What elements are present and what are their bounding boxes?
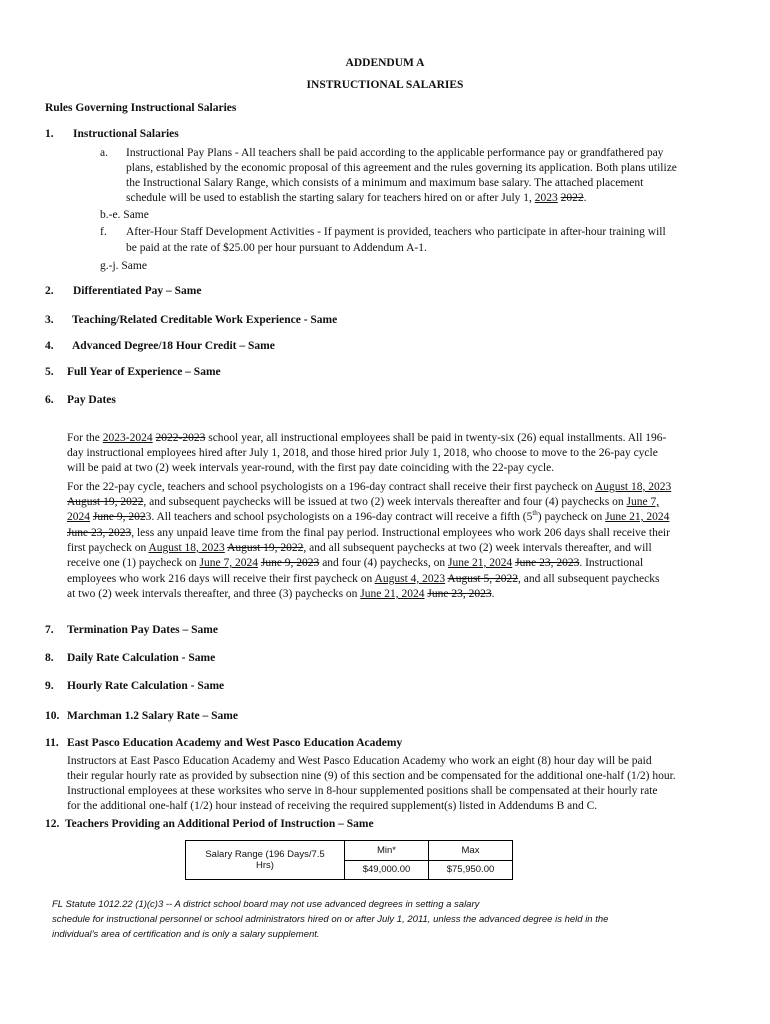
text: . Instructional [579,557,644,569]
pay-dates-p2-line-1 [67,480,671,494]
section-2-number: 2. [45,285,54,297]
text: , and all subsequent paychecks at two (2) week intervals thereafter, and will [303,542,652,554]
pay-dates-p2-line-4 [67,526,670,540]
pay-dates-p2-line-2 [67,495,659,509]
new-date: June 21, 2024 [605,511,670,523]
salary-range-label-line-2: Hrs) [256,860,274,871]
text: 3. All teachers and school psychologists on a 196-day contract will receive a fifth (5 [145,511,533,523]
section-11-line-3: Instructional employees at these worksites who serve in 8-hour supplemented positions shall be compensated at their hourly rate [67,785,658,797]
section-8-title: Daily Rate Calculation - Same [67,652,216,664]
text: first paycheck on [67,542,147,554]
footnote-line-3: individual’s area of certification and is only a salary supplement. [52,929,320,940]
section-11-line-2: their regular hourly rate as provided by subsection nine (9) of this section and be compensated for the additional one-half (1/2) hour. [67,770,676,782]
item-b-e: b.-e. Same [100,209,149,221]
text: For the [67,432,100,444]
section-9-number: 9. [45,680,54,692]
section-5-number: 5. [45,366,54,378]
text: , and subsequent paychecks will be issued at two (2) week intervals thereafter and four (4) paychecks on [143,496,624,508]
footnote-line-1: FL Statute 1012.22 (1)(c)3 -- A district school board may not use advanced degrees in setting a salary [52,899,480,910]
section-12-title: Teachers Providing an Additional Period of Instruction – Same [65,818,374,830]
section-12-number: 12. [45,818,60,830]
text: . [491,588,495,600]
section-4-title: Advanced Degree/18 Hour Credit – Same [72,340,275,352]
section-1-number: 1. [45,128,54,140]
text: at two (2) week intervals thereafter, and three (3) paychecks on [67,588,358,600]
text: employees who work 216 days will receive their first paycheck on [67,573,373,585]
section-7-title: Termination Pay Dates – Same [67,624,218,636]
pay-dates-p2-line-3 [67,510,669,524]
item-a-line-4-text: schedule will be used to establish the starting salary for teachers hired on or after July 1, [126,192,532,204]
pay-dates-p2-line-6 [67,556,643,570]
addendum-title: ADDENDUM A [345,57,425,69]
text: school year, all instructional employees shall be paid in twenty-six (26) equal installments. All 196- [208,432,667,444]
footnote-line-2: schedule for instructional personnel or school administrators hired on or after July 1, 2011, unless the advanced degree is held in the [52,914,609,925]
new-date: August 18, 2023 [148,542,225,554]
item-g-j: g.-j. Same [100,260,147,272]
section-11-line-1: Instructors at East Pasco Education Academy and West Pasco Education Academy who work an eight (8) hour day will be paid [67,755,652,767]
old-date: June 23, 2023 [427,588,492,600]
min-header: Min* [345,841,429,861]
section-11-title: East Pasco Education Academy and West Pasco Education Academy [67,737,403,749]
max-header: Max [429,841,513,861]
old-date: June 23, 2023 [67,527,132,539]
superscript: th [532,509,538,518]
section-11-line-4: for the additional one-half (1/2) hour instead of receiving the required supplement(s) listed in Addendums B and C. [67,800,598,812]
old-date: August 19, 2022 [227,542,304,554]
pay-dates-p2-line-8 [67,587,494,601]
salary-range-label-line-1: Salary Range (196 Days/7.5 [205,849,325,860]
pay-dates-p1-line-3: will be paid at two (2) week intervals year-round, with the first pay date coinciding with the 22-pay cycle. [67,462,555,474]
section-6-number: 6. [45,394,54,406]
salary-range-table [185,840,513,880]
pay-dates-p1-line-2: day instructional employees hired after July 1, 2018, and those hired prior July 1, 2018, who choose to move to the 26-pay cycle [67,447,658,459]
text: , less any unpaid leave time from the final pay period. Instructional employees who work 206 days shall receive their [131,527,670,539]
new-date: August 4, 2023 [374,573,446,585]
new-date: August 18, 2023 [594,481,672,493]
section-10-title: Marchman 1.2 Salary Rate – Same [67,710,238,722]
rules-heading: Rules Governing Instructional Salaries [45,102,237,114]
salary-range-label-cell [186,841,345,880]
item-f-label: f. [100,226,107,238]
addendum-subtitle: INSTRUCTIONAL SALARIES [306,79,464,91]
new-date: June 21, 2024 [360,588,425,600]
new-school-year: 2023-2024 [102,432,153,444]
max-value: $75,950.00 [429,860,513,880]
section-8-number: 8. [45,652,54,664]
item-f-line-2: be paid at the rate of $25.00 per hour pursuant to Addendum A-1. [126,242,427,254]
old-date: August 5, 2022 [447,573,519,585]
new-date: 2024 [67,511,90,523]
new-date: June 7, [626,496,660,508]
item-a-line-1: Instructional Pay Plans - All teachers shall be paid according to the applicable performance pay or grandfathered pay [126,147,664,159]
section-3-title: Teaching/Related Creditable Work Experience - Same [72,314,338,326]
pay-dates-p2-line-5 [67,541,652,555]
section-2-title: Differentiated Pay – Same [73,285,202,297]
old-date: June 9, 202 [92,511,146,523]
min-value: $49,000.00 [345,860,429,880]
section-1-title: Instructional Salaries [73,128,179,140]
section-11-number: 11. [45,737,59,749]
item-a-label: a. [100,147,108,159]
item-f-line-1: After-Hour Staff Development Activities - If payment is provided, teachers who participate in after-hour training will [126,226,666,238]
item-a-line-4 [126,191,587,205]
pay-dates-p2-line-7 [67,572,660,586]
section-9-title: Hourly Rate Calculation - Same [67,680,225,692]
section-4-number: 4. [45,340,54,352]
section-10-number: 10. [45,710,60,722]
old-date: August 19, 2022 [67,496,144,508]
text: For the 22-pay cycle, teachers and school psychologists on a 196-day contract shall receive their first paycheck on [67,481,593,493]
old-date: June 9, 2023 [260,557,320,569]
item-a-old-year: 2022 [560,192,584,204]
old-school-year: 2022-2023 [155,432,206,444]
item-a-line-3: the Instructional Salary Range, which consists of a minimum and maximum base salary. The attached placement [126,177,644,189]
text: ) paycheck on [537,511,603,523]
new-date: June 7, 2024 [199,557,258,569]
item-a-period: . [583,192,587,204]
section-3-number: 3. [45,314,54,326]
text: , and all subsequent paychecks [518,573,660,585]
pay-dates-p1-line-1 [67,431,666,445]
item-a-new-year: 2023 [534,192,558,204]
section-5-title: Full Year of Experience – Same [67,366,221,378]
text: and four (4) paychecks, on [322,557,446,569]
item-a-line-2: plans, established by the economic proposal of this agreement and the rules governing its application. Both plans utilize [126,162,677,174]
old-date: June 23, 2023 [515,557,580,569]
section-7-number: 7. [45,624,54,636]
text: receive one (1) paycheck on [67,557,197,569]
new-date: June 21, 2024 [448,557,513,569]
section-6-title: Pay Dates [67,394,116,406]
